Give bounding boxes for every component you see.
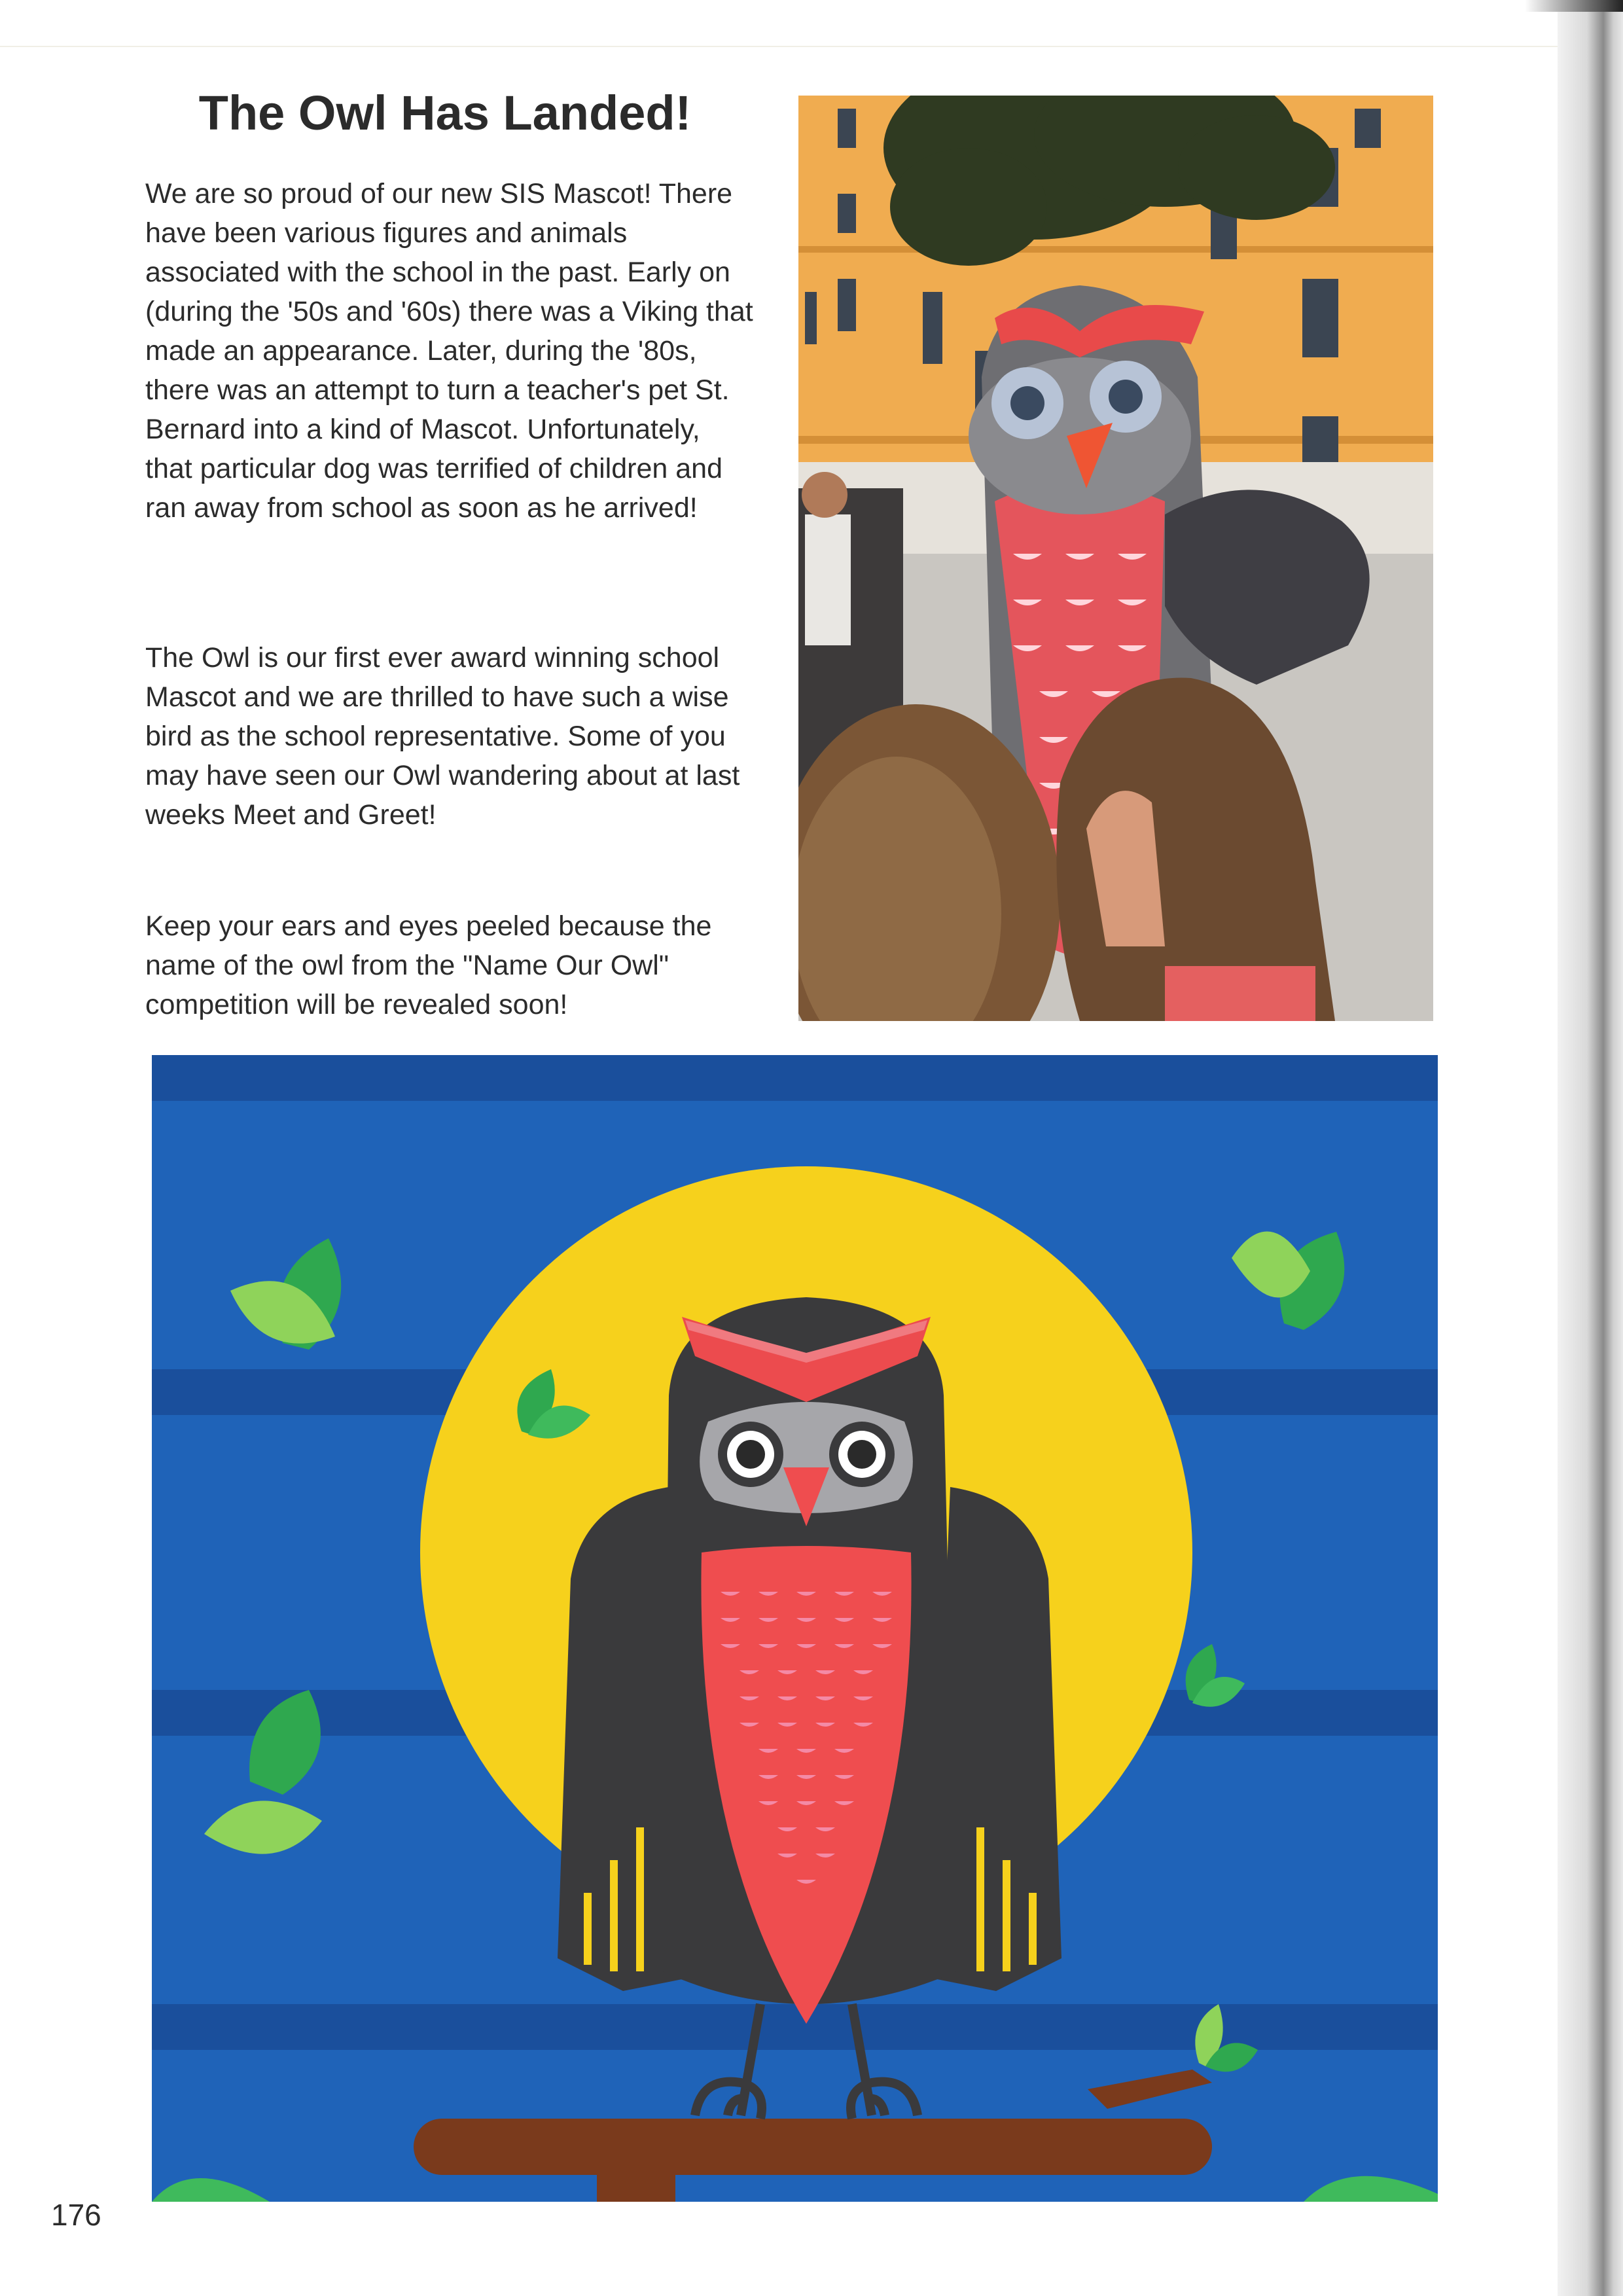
owl-illustration xyxy=(152,1055,1438,2202)
page-number: 176 xyxy=(51,2198,101,2232)
top-rule xyxy=(0,46,1558,47)
article-paragraph-3: Keep your ears and eyes peeled because the name of the owl from the "Name Our Owl" competition will be revealed soon! xyxy=(145,910,712,1020)
article-title: The Owl Has Landed! xyxy=(198,86,692,140)
page-corner-shadow xyxy=(1525,0,1623,12)
page-gutter-shadow xyxy=(1558,0,1623,2296)
article-paragraph-2: The Owl is our first ever award winning school Mascot and we are thrilled to have such a wise bird as the school representative. Some of you may have seen our Owl wandering about at last weeks Meet and Greet! xyxy=(145,642,740,831)
mascot-photo xyxy=(798,96,1433,1021)
article-paragraph-1: We are so proud of our new SIS Mascot! There have been various figures and animals associated with the school in the past. Early on (during the '50s and '60s) there was a Viking that made an appearance. Later, during the '80s, there was an attempt to turn a teacher's pet St. Bernard into a kind of Mascot. Unfortunately, that particular dog was terrified of children and ran away from school as soon as he arrived! xyxy=(145,178,753,524)
